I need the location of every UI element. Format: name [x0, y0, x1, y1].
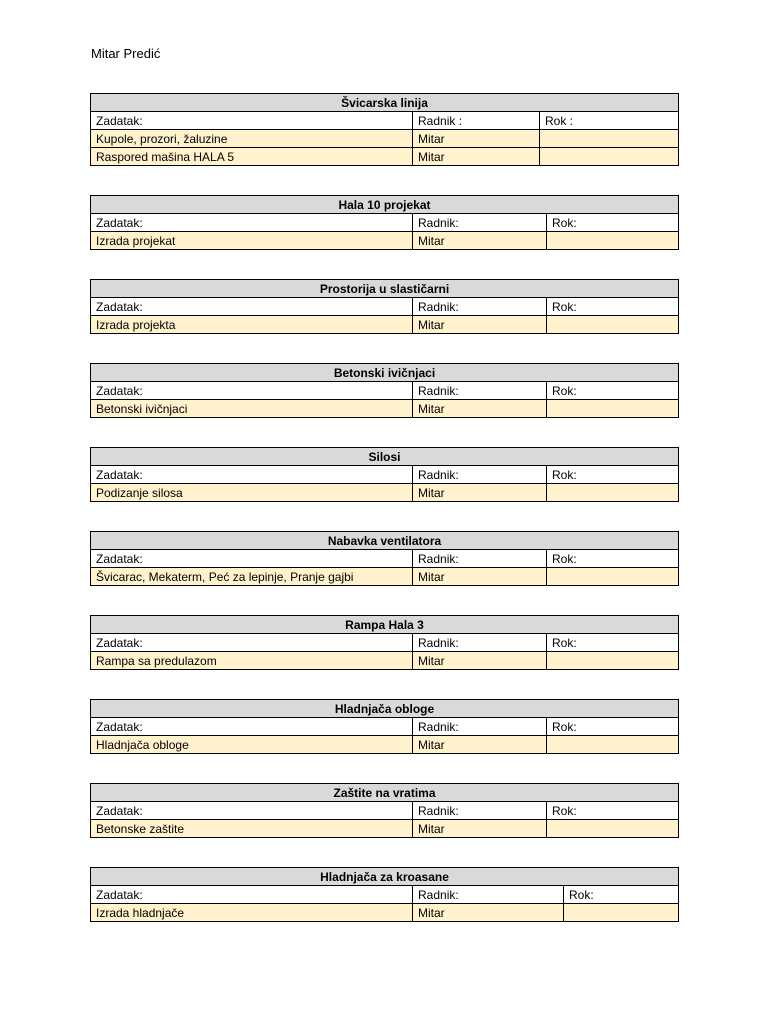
table-row [91, 736, 679, 754]
worker-cell: Mitar [413, 232, 547, 250]
table-row [91, 148, 679, 166]
task-cell: Izrada projekat [91, 232, 413, 250]
table-row [91, 400, 679, 418]
table-title: Zaštite na vratima [91, 784, 679, 802]
deadline-cell [547, 484, 679, 502]
header-task: Zadatak: [91, 466, 413, 484]
header-worker: Radnik : [413, 112, 540, 130]
worker-cell: Mitar [413, 904, 564, 922]
header-worker: Radnik: [413, 550, 547, 568]
table-title: Nabavka ventilatora [91, 532, 679, 550]
task-cell: Betonske zaštite [91, 820, 413, 838]
deadline-cell [547, 316, 679, 334]
table-title: Hladnjača za kroasane [91, 868, 679, 886]
header-worker: Radnik: [413, 802, 547, 820]
header-deadline: Rok: [547, 298, 679, 316]
worker-cell: Mitar [413, 568, 547, 586]
task-cell: Raspored mašina HALA 5 [91, 148, 413, 166]
worker-cell: Mitar [413, 316, 547, 334]
table-title-row [91, 280, 679, 298]
table-header-row [91, 718, 679, 736]
task-cell: Rampa sa predulazom [91, 652, 413, 670]
header-worker: Radnik: [413, 298, 547, 316]
table-header-row [91, 802, 679, 820]
table-title: Hladnjača obloge [91, 700, 679, 718]
deadline-cell [547, 568, 679, 586]
table-header-row [91, 886, 679, 904]
table-row [91, 568, 679, 586]
task-table-prostorija-u-slasticarni [90, 279, 679, 334]
deadline-cell [547, 820, 679, 838]
task-table-betonski-ivicnjaci [90, 363, 679, 418]
header-task: Zadatak: [91, 802, 413, 820]
header-deadline: Rok: [547, 214, 679, 232]
header-task: Zadatak: [91, 214, 413, 232]
task-table-hladnjaca-obloge [90, 699, 679, 754]
table-title: Švicarska linija [91, 94, 679, 112]
task-cell: Švicarac, Mekaterm, Peć za lepinje, Pranje gajbi [91, 568, 413, 586]
table-row [91, 904, 679, 922]
header-worker: Radnik: [413, 214, 547, 232]
header-task: Zadatak: [91, 718, 413, 736]
deadline-cell [547, 232, 679, 250]
header-deadline: Rok: [547, 718, 679, 736]
table-title-row [91, 94, 679, 112]
table-title-row [91, 196, 679, 214]
table-row [91, 652, 679, 670]
header-deadline: Rok: [547, 382, 679, 400]
header-deadline: Rok: [547, 634, 679, 652]
task-table-rampa-hala-3 [90, 615, 679, 670]
table-title: Prostorija u slastičarni [91, 280, 679, 298]
task-cell: Podizanje silosa [91, 484, 413, 502]
worker-cell: Mitar [413, 736, 547, 754]
table-title-row [91, 448, 679, 466]
table-header-row [91, 550, 679, 568]
table-row [91, 232, 679, 250]
task-table-svicarska-linija [90, 93, 679, 166]
table-row [91, 484, 679, 502]
worker-cell: Mitar [413, 652, 547, 670]
header-worker: Radnik: [413, 634, 547, 652]
task-cell: Izrada hladnjače [91, 904, 413, 922]
header-task: Zadatak: [91, 550, 413, 568]
deadline-cell [540, 130, 679, 148]
table-header-row [91, 382, 679, 400]
header-deadline: Rok: [547, 466, 679, 484]
table-title-row [91, 868, 679, 886]
header-task: Zadatak: [91, 382, 413, 400]
table-title-row [91, 364, 679, 382]
worker-cell: Mitar [413, 400, 547, 418]
header-deadline: Rok: [564, 886, 679, 904]
table-title-row [91, 700, 679, 718]
header-worker: Radnik: [413, 718, 547, 736]
table-title: Silosi [91, 448, 679, 466]
table-header-row [91, 112, 679, 130]
table-row [91, 316, 679, 334]
document-author: Mitar Predić [91, 46, 161, 61]
table-header-row [91, 298, 679, 316]
task-table-hladnjaca-za-kroasane [90, 867, 679, 922]
table-title-row [91, 784, 679, 802]
deadline-cell [547, 652, 679, 670]
deadline-cell [540, 148, 679, 166]
header-task: Zadatak: [91, 298, 413, 316]
header-worker: Radnik: [413, 382, 547, 400]
table-row [91, 820, 679, 838]
header-deadline: Rok: [547, 550, 679, 568]
header-task: Zadatak: [91, 886, 413, 904]
task-cell: Izrada projekta [91, 316, 413, 334]
header-worker: Radnik: [413, 466, 547, 484]
task-cell: Kupole, prozori, žaluzine [91, 130, 413, 148]
task-table-silosi [90, 447, 679, 502]
task-cell: Betonski ivičnjaci [91, 400, 413, 418]
worker-cell: Mitar [413, 820, 547, 838]
header-deadline: Rok : [540, 112, 679, 130]
table-header-row [91, 466, 679, 484]
deadline-cell [547, 736, 679, 754]
table-title: Rampa Hala 3 [91, 616, 679, 634]
table-row [91, 130, 679, 148]
task-table-nabavka-ventilatora [90, 531, 679, 586]
table-header-row [91, 214, 679, 232]
task-table-hala-10-projekat [90, 195, 679, 250]
task-cell: Hladnjača obloge [91, 736, 413, 754]
table-header-row [91, 634, 679, 652]
worker-cell: Mitar [413, 148, 540, 166]
table-title-row [91, 616, 679, 634]
task-table-zastite-na-vratima [90, 783, 679, 838]
header-deadline: Rok: [547, 802, 679, 820]
header-worker: Radnik: [413, 886, 564, 904]
table-title: Hala 10 projekat [91, 196, 679, 214]
deadline-cell [547, 400, 679, 418]
header-task: Zadatak: [91, 112, 413, 130]
worker-cell: Mitar [413, 130, 540, 148]
table-title: Betonski ivičnjaci [91, 364, 679, 382]
worker-cell: Mitar [413, 484, 547, 502]
deadline-cell [564, 904, 679, 922]
table-title-row [91, 532, 679, 550]
header-task: Zadatak: [91, 634, 413, 652]
